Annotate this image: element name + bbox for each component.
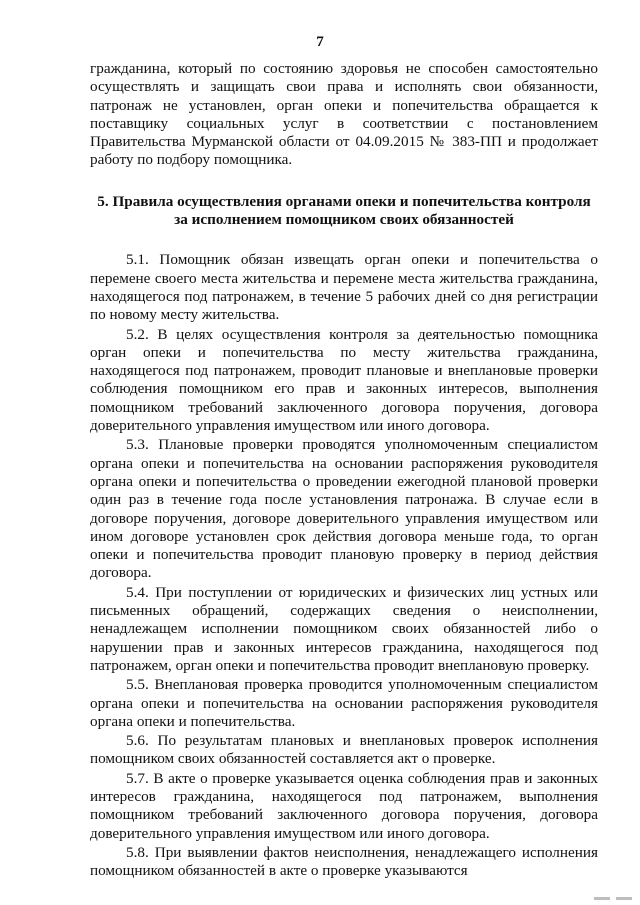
paragraph-5-3: 5.3. Плановые проверки проводятся уполномоченным специалистом органа опеки и попечительства на основании распоряжения руководителя органа опеки и попечительства о проведении ежегодной плановой проверки один раз в течение года после установления патронажа. В случае если в договоре поручения, договоре доверительного управления имуществом или ином договоре установлен срок действия договора меньше года, то орган опеки и попечительства проводит плановую проверку в период действия договора. [90,436,598,582]
scan-corner-mark [572,897,632,901]
section-heading-line-2: за исполнением помощником своих обязанностей [174,211,514,229]
scan-mark-segment [594,897,610,900]
paragraph-5-6: 5.6. По результатам плановых и внеплановых проверок исполнения помощником своих обязанностей составляется акт о проверке. [90,732,598,768]
section-heading [90,193,598,230]
section-heading-line-1: 5. Правила осуществления органами опеки и попечительства контроля [97,192,591,210]
paragraph-5-5: 5.5. Внеплановая проверка проводится уполномоченным специалистом органа опеки и попечительства на основании распоряжения руководителя органа опеки и попечительства. [90,676,598,730]
paragraph-5-1: 5.1. Помощник обязан извещать орган опеки и попечительства о перемене своего места жительства и перемене места жительства гражданина, находящегося под патронажем, в течение 5 рабочих дней со дня регистрации по новому месту жительства. [90,251,598,324]
page-number: 7 [316,34,324,50]
paragraph-5-2: 5.2. В целях осуществления контроля за деятельностью помощника орган опеки и попечительства по месту жительства гражданина, находящегося под патронажем, проводит плановые и внеплановые проверки соблюдения помощником его прав и законных интересов, выполнения помощником требований заключенного договора поручения, договора доверительного управления имуществом или иного договора. [90,325,598,435]
intro-paragraph: гражданина, который по состоянию здоровья не способен самостоятельно осуществлять и защищать свои права и исполнять свои обязанности, патронаж не установлен, орган опеки и попечительства обращается к поставщику социальных услуг в соответствии с постановлением Правительства Мурманской области от 04.09.2015 № 383-ПП и продолжает работу по подбору помощника. [90,60,598,169]
paragraph-5-8: 5.8. При выявлении фактов неисполнения, ненадлежащего исполнения помощником обязанностей в акте о проверке указываются [90,843,598,880]
document-body [90,60,598,880]
heading-spacer [90,229,598,251]
paragraph-5-7: 5.7. В акте о проверке указывается оценка соблюдения прав и законных интересов гражданина, находящегося под патронажем, выполнения помощником требований заключенного договора поручения, договора доверительного управления имуществом или иного договора. [90,769,598,842]
paragraph-5-4: 5.4. При поступлении от юридических и физических лиц устных или письменных обращений, содержащих сведения о неисполнении, ненадлежащем исполнении помощником своих обязанностей либо о нарушении прав и законных интересов гражданина, находящегося под патронажем, орган опеки и попечительства проводит внеплановую проверку. [90,583,598,674]
scan-mark-segment [616,897,632,900]
